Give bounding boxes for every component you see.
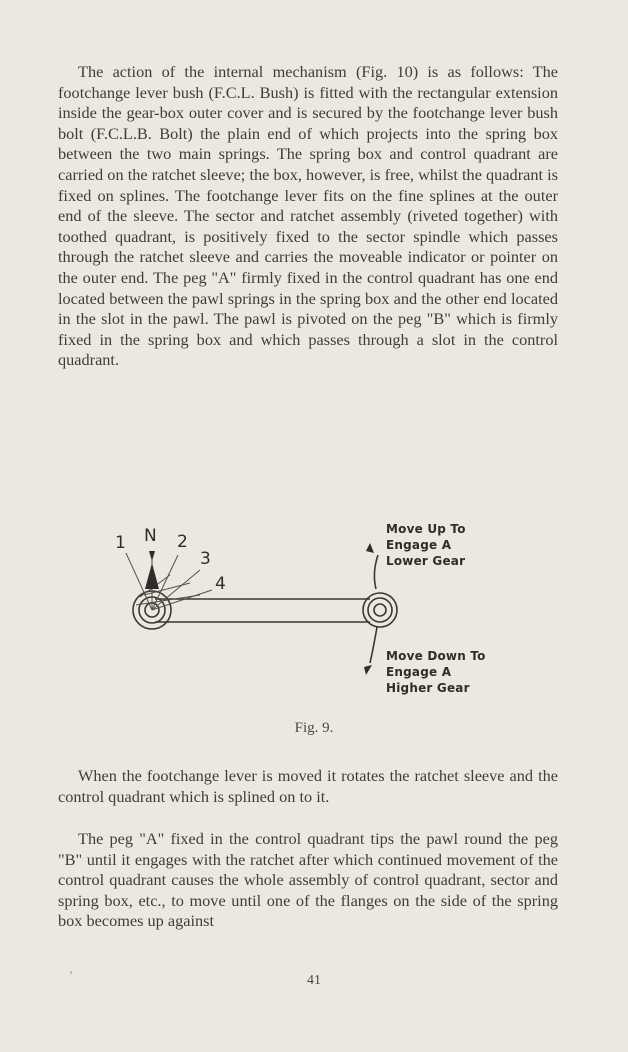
figure-caption: Fig. 9. (294, 720, 334, 736)
neutral-arrow (149, 551, 155, 561)
gear-label-3: 3 (200, 549, 211, 569)
move-down-instruction: Move Down To Engage A Higher Gear (386, 649, 486, 695)
lever-end-inner-circle (374, 604, 386, 616)
up-arrowhead (366, 543, 374, 553)
paragraph-mechanism-description: The action of the internal mechanism (Fig. 10) is as follows: The footchange lever bush (F.C.L. Bush) is fitted with the rectangular extension inside the gear-box outer cover and is secured by the footchange lever bush bolt (F.C.L.B. Bolt) the plain end of which projects into the spring box between the two main springs. The spring box and control quadrant are carried on the ratchet sleeve; the box, however, is free, whilst the quadrant is fixed on splines. The footchange lever fits on the fine splines at the outer end of the sleeve. The sector and ratchet assembly (riveted together) with toothed quadrant, is positively fixed to the sector spindle which passes through the ratchet sleeve and carries the moveable indicator or pointer on the outer end. The peg "A" firmly fixed in the control quadrant has one end located between the pawl springs in the spring box and the other end located in the slot in the pawl. The pawl is pivoted on the peg "B" which is firmly fixed in the spring box and which passes through a slot in the control quadrant. (58, 62, 558, 370)
gear-label-n: N (144, 526, 157, 546)
margin-mark: ' (70, 968, 73, 982)
gear-label-1: 1 (115, 533, 126, 553)
lever-end-middle-circle (368, 598, 392, 622)
indicator-pointer (145, 563, 159, 589)
paragraph-lever-movement: When the footchange lever is moved it rotates the ratchet sleeve and the control quadrant which is splined on to it. (58, 766, 558, 806)
footchange-lever-diagram (100, 515, 520, 710)
down-arrowhead (364, 665, 372, 675)
down-motion-arc (370, 627, 377, 663)
paragraph-peg-action: The peg "A" fixed in the control quadrant tips the pawl round the peg "B" until it engages with the ratchet after which continued movement of the control quadrant causes the whole assembly of control quadrant, sector and spring box, etc., to move until one of the flanges on the side of the spring box becomes up against (58, 829, 558, 931)
page-number: 41 (307, 973, 321, 988)
ray-position-3 (152, 570, 200, 610)
move-up-instruction: Move Up To Engage A Lower Gear (386, 522, 466, 568)
gear-label-4: 4 (215, 574, 226, 594)
up-motion-arc (374, 555, 378, 589)
gear-label-2: 2 (177, 532, 188, 552)
